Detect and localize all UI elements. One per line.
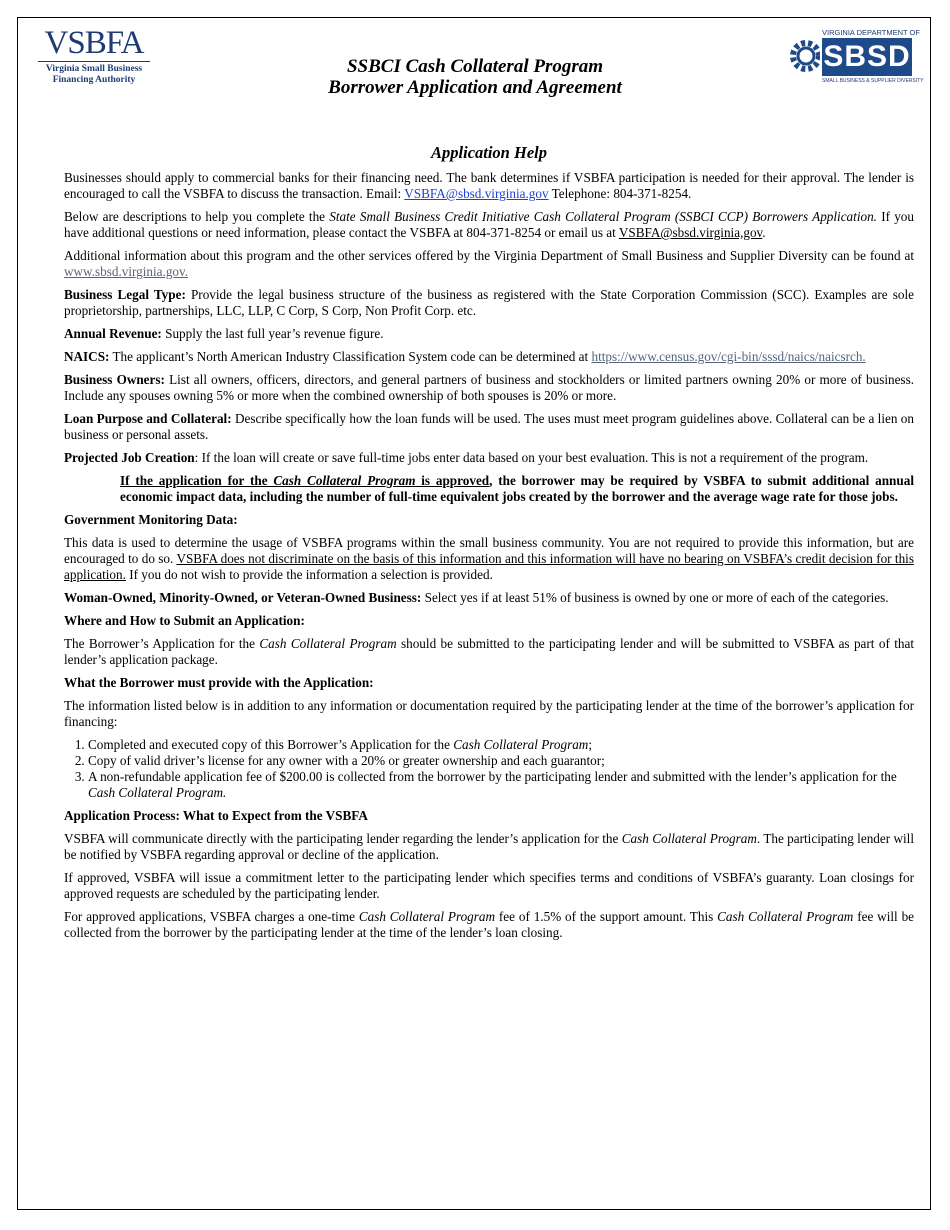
approval-notice [120, 473, 914, 505]
where-paragraph [64, 636, 914, 668]
list-item [88, 769, 914, 801]
approval-rest: , the borrower may be required by VSBFA to submit additional annual economic impact data, including the number of full-time equivalent jobs created by the borrower and the average wage rate for those jobs. [120, 473, 914, 504]
owners-paragraph [64, 372, 914, 404]
purpose-label: Loan Purpose and Collateral: [64, 411, 232, 426]
jobs-label: Projected Job Creation [64, 450, 195, 465]
jobs-paragraph [64, 450, 914, 466]
item3-italic: Cash Collateral Program. [88, 785, 227, 800]
gov-text: This data is used to determine the usage of VSBFA programs within the small business community. You are not required to provide this information, but are encouraged to do so. [64, 535, 914, 566]
item1-text: Completed and executed copy of this Borrower’s Application for the [88, 737, 454, 752]
intro-tail: Telephone: 804-371-8254. [548, 186, 692, 201]
revenue-label: Annual Revenue: [64, 326, 162, 341]
process1-italic: Cash Collateral Program [621, 831, 757, 846]
process-paragraph-1 [64, 831, 914, 863]
sbsd-logo-bottom: SMALL BUSINESS & SUPPLIER DIVERSITY [822, 78, 924, 84]
process-paragraph-3 [64, 909, 914, 941]
intro-paragraph [64, 170, 914, 202]
gear-icon [786, 34, 820, 78]
provide-paragraph: The information listed below is in addition to any information or documentation required by the participating lender at the time of the borrower’s application for financing: [64, 698, 914, 729]
list-item: 2. Copy of valid driver’s license for any owner with a 20% or greater ownership and each guarantor; [88, 753, 914, 769]
where-heading: Where and How to Submit an Application: [64, 613, 305, 628]
sbsd-logo-main: SBSD [822, 38, 912, 76]
purpose-paragraph [64, 411, 914, 443]
requirements-list [64, 737, 914, 801]
section-heading: Application Help [431, 143, 547, 162]
desc-text-b: If you have additional questions or need information, please contact the VSBFA at 804-371-8254 or email us at [64, 209, 914, 240]
list-item [88, 737, 914, 753]
intro-text: Businesses should apply to commercial banks for their financing need. The bank determines if VSBFA participation is needed for their approval. The lender is encouraged to call the VSBFA to discuss the transaction. Email: [64, 170, 914, 201]
gov-paragraph [64, 535, 914, 583]
woman-owned-text: Select yes if at least 51% of business is owned by one or more of each of the categories. [421, 590, 889, 605]
process1-text-b: . The participating lender will be notified by VSBFA regarding approval or decline of the application. [64, 831, 914, 862]
approval-u1: If the application for the [120, 473, 274, 488]
process3-text-c: fee will be collected from the borrower by the participating lender at the time of the lender’s loan closing. [64, 909, 915, 940]
naics-paragraph [64, 349, 914, 365]
jobs-text: : If the loan will create or save full-time jobs enter data based on your best evaluation. This is not a requirement of the program. [194, 450, 869, 465]
gov-tail: If you do not wish to provide the information a selection is provided. [125, 567, 493, 582]
naics-link[interactable]: https://www.census.gov/cgi-bin/sssd/naics/naicsrch. [591, 349, 866, 364]
where-text-b: should be submitted to the participating lender and will be submitted to VSBFA as part of that lender’s application package. [64, 636, 915, 667]
additional-text: Additional information about this program and the other services offered by the Virginia Department of Small Business and Supplier Diversity can be found at [64, 248, 914, 263]
desc-italic: State Small Business Credit Initiative Cash Collateral Program (SSBCI CCP) Borrowers Application. [329, 209, 877, 224]
provide-heading: What the Borrower must provide with the Application: [64, 675, 374, 690]
approval-italic: Cash Collateral Program [273, 473, 416, 488]
desc-email-link[interactable]: VSBFA@sbsd.virginia,gov [618, 225, 763, 240]
desc-end: . [762, 225, 766, 240]
vsbfa-logo-sub2: Financing Authority [52, 75, 136, 85]
website-link[interactable]: www.sbsd.virginia.gov. [64, 264, 189, 279]
where-text-a: The Borrower’s Application for the [64, 636, 260, 651]
title-line-1: SSBCI Cash Collateral Program [346, 56, 604, 77]
description-paragraph [64, 209, 914, 241]
legal-type-text: Provide the legal business structure of the business as registered with the State Corporation Commission (SCC). Examples are sole proprietorship, partnerships, LLC, LLP, C Corp, S Corp, Non Profit Corp. etc. [64, 287, 914, 318]
purpose-text: Describe specifically how the loan funds will be used. The uses must meet program guidelines above. Collateral can be a lien on business or personal assets. [64, 411, 914, 442]
naics-text: The applicant’s North American Industry Classification System code can be determined at [109, 349, 592, 364]
approval-u2: is approved [415, 473, 490, 488]
item1-italic: Cash Collateral Program [453, 737, 589, 752]
process3-italic-2: Cash Collateral Program [717, 909, 854, 924]
gov-underline: VSBFA does not discriminate on the basis of this information and this information will have no bearing on VSBFA’s credit decision for this application. [64, 551, 914, 582]
vsbfa-logo-sub1: Virginia Small Business [45, 64, 143, 74]
additional-info-paragraph [64, 248, 914, 280]
help-content [64, 144, 914, 948]
sbsd-logo-top: VIRGINIA DEPARTMENT OF [822, 28, 920, 37]
gov-heading: Government Monitoring Data: [64, 512, 238, 527]
legal-type-paragraph [64, 287, 914, 319]
vsbfa-logo-text: VSBFA [38, 26, 150, 62]
owners-text: List all owners, officers, directors, and general partners of business and stockholders or limited partners owning 20% or more of business. Include any spouses owning 5% or more when the combined ownership of both spouses is 20% or more. [64, 372, 914, 403]
process3-text-b: fee of 1.5% of the support amount. This [495, 909, 718, 924]
legal-type-label: Business Legal Type: [64, 287, 186, 302]
item1-end: ; [588, 737, 592, 752]
process-heading: Application Process: What to Expect from the VSBFA [64, 808, 368, 823]
process3-italic-1: Cash Collateral Program [358, 909, 496, 924]
process-paragraph-2: If approved, VSBFA will issue a commitment letter to the participating lender which specifies terms and conditions of VSBFA’s guaranty. Loan closings for approved requests are scheduled by the participating lender. [64, 870, 914, 901]
email-link[interactable]: VSBFA@sbsd.virginia.gov [404, 186, 549, 201]
naics-label: NAICS: [64, 349, 110, 364]
owners-label: Business Owners: [64, 372, 165, 387]
process3-text-a: For approved applications, VSBFA charges a one-time [64, 909, 359, 924]
process1-text-a: VSBFA will communicate directly with the participating lender regarding the lender’s application for the [64, 831, 622, 846]
item3-text: A non-refundable application fee of $200.00 is collected from the borrower by the participating lender and submitted with the lender’s application for the [88, 769, 897, 784]
woman-owned-label: Woman-Owned, Minority-Owned, or Veteran-Owned Business: [64, 590, 422, 605]
desc-text-a: Below are descriptions to help you complete the [64, 209, 330, 224]
woman-owned-paragraph [64, 590, 914, 606]
revenue-paragraph [64, 326, 914, 342]
where-italic: Cash Collateral Program [259, 636, 397, 651]
revenue-text: Supply the last full year’s revenue figure. [161, 326, 384, 341]
sbsd-logo [786, 28, 924, 86]
title-line-2: Borrower Application and Agreement [328, 77, 622, 98]
